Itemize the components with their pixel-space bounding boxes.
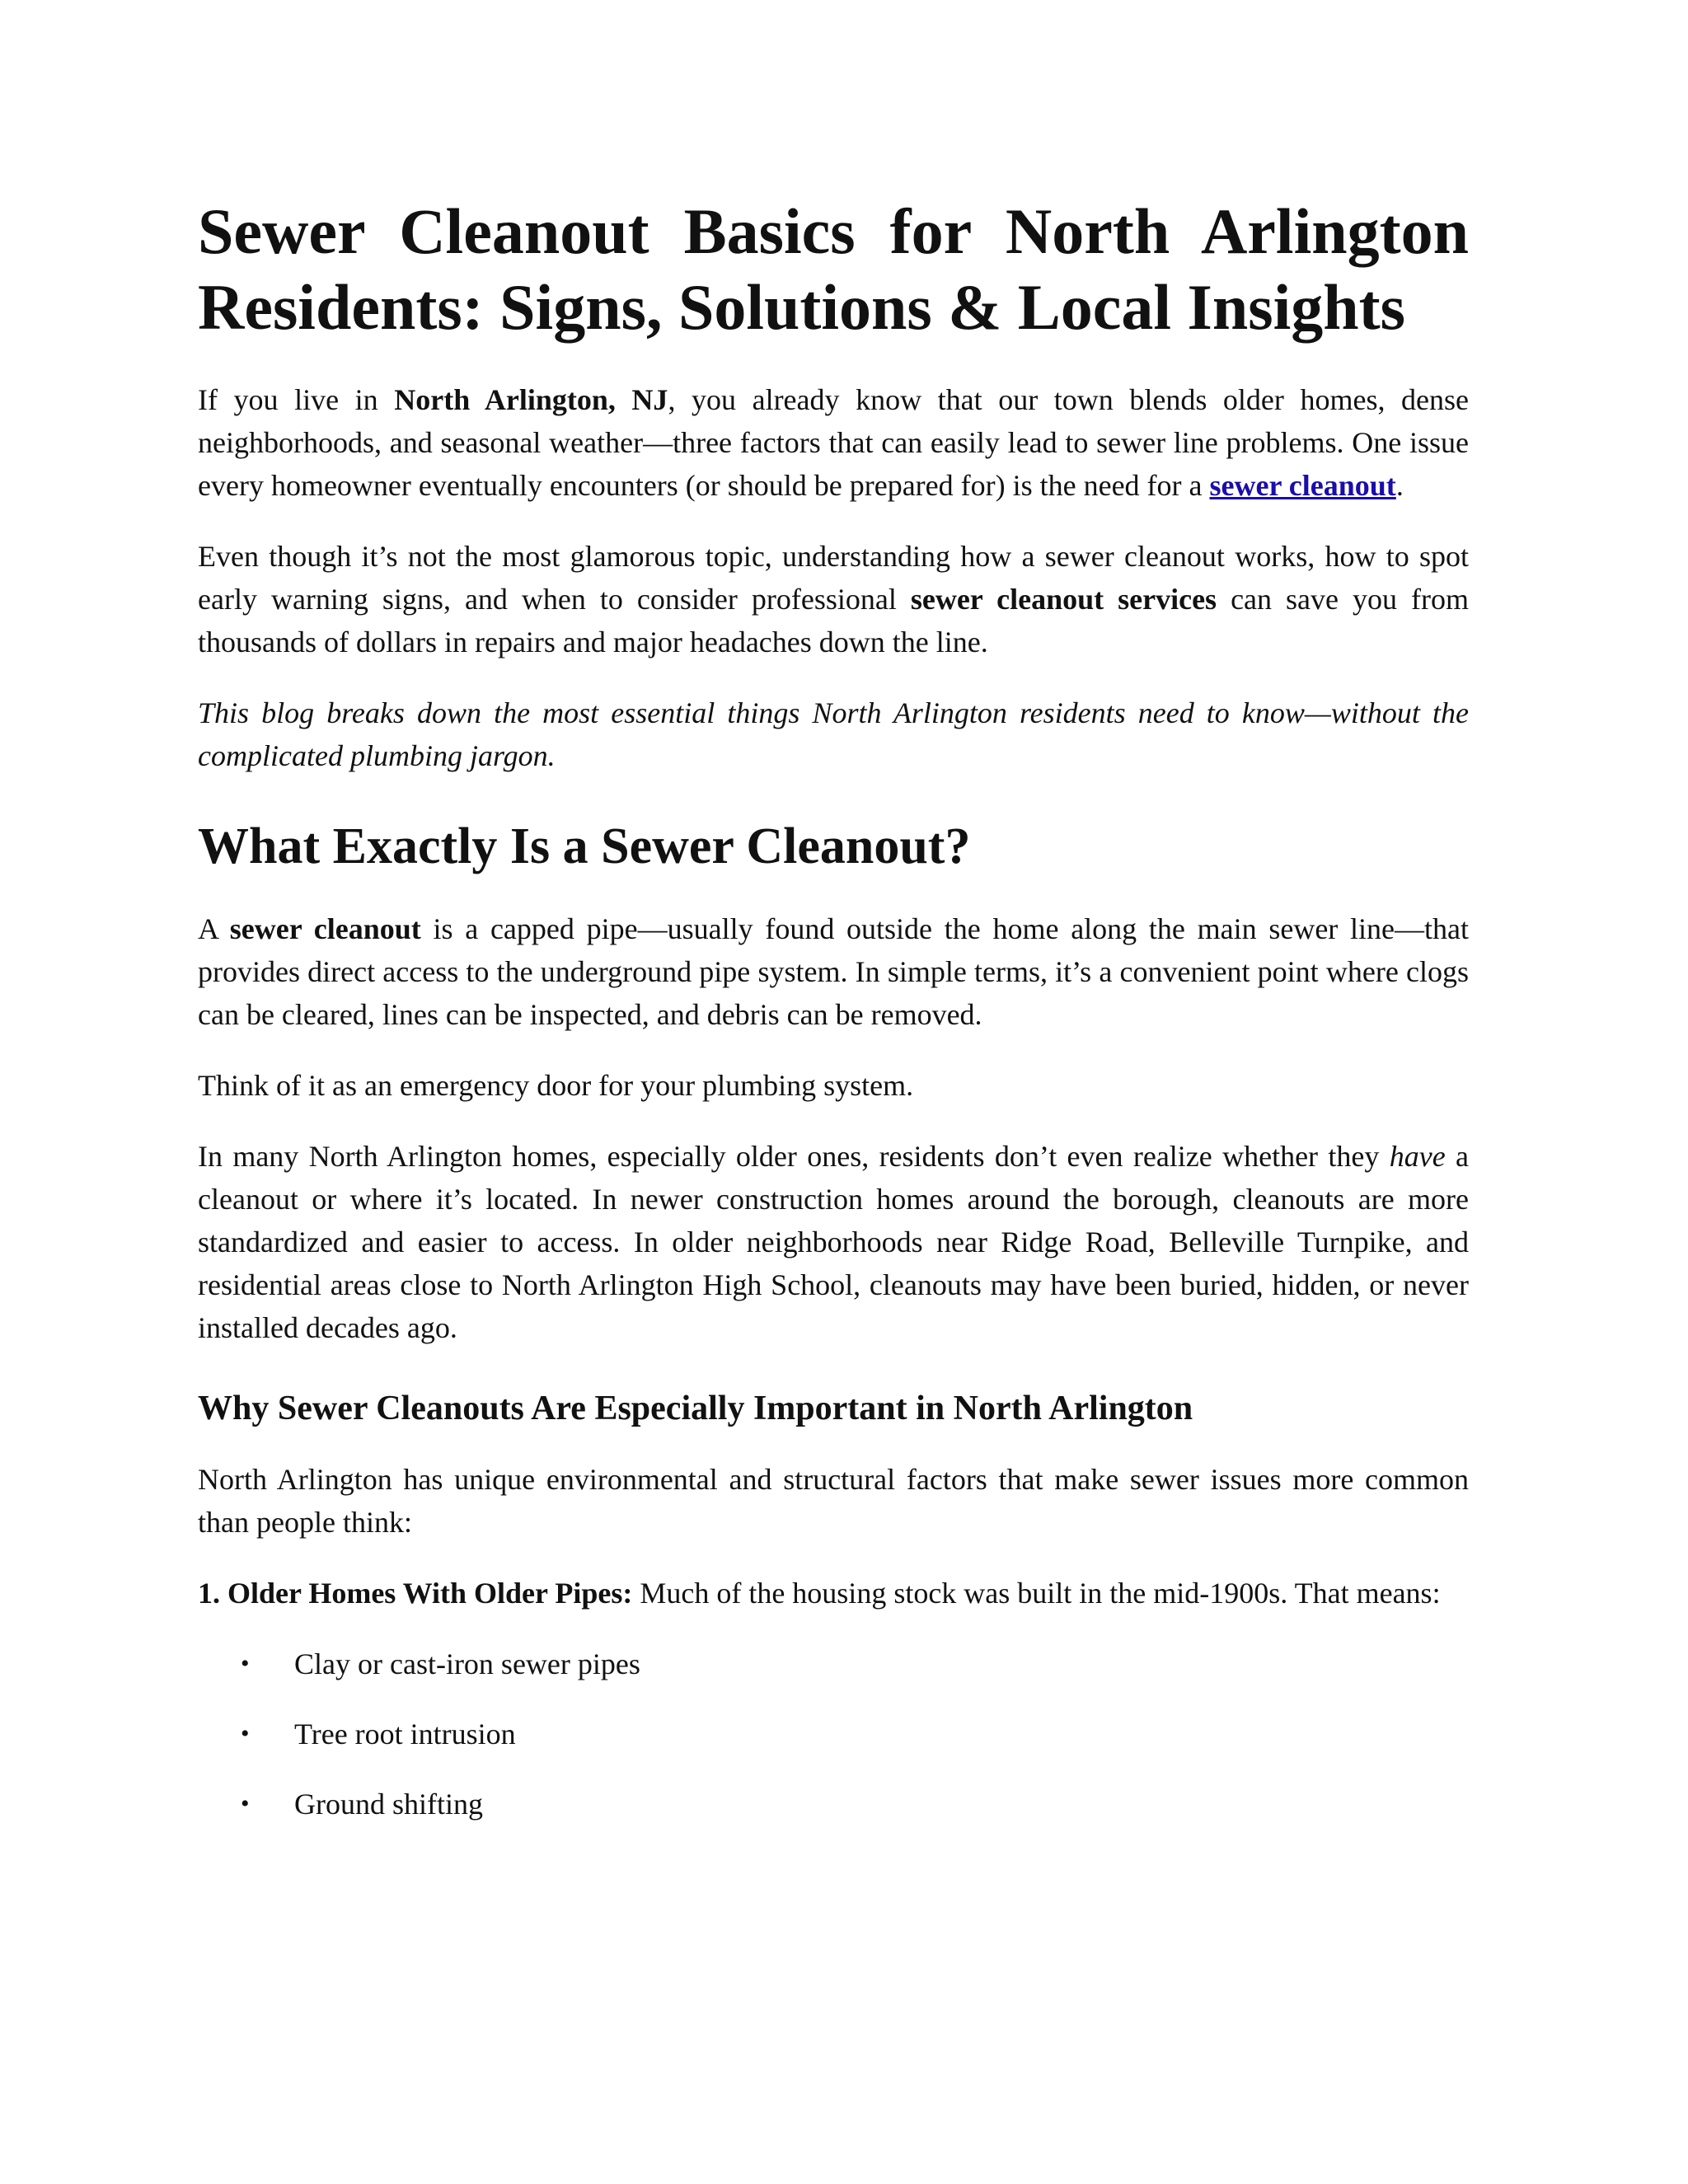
section1-paragraph-3 — [198, 1135, 1469, 1349]
intro-p1-end: . — [1395, 469, 1404, 502]
intro-p1-text-continued: , you already know that our town blends older homes, dense neighborhoods, and seasonal weather—three factors that can easily lead to sewer line problems. One issue every homeowner eventually encounters (or should be prepared for) is the need for a — [198, 383, 1469, 502]
intro-p2-text-continued: can save you from thousands of dollars in repairs and major headaches down the line. — [198, 583, 1469, 658]
section1-p1-text-continued: is a capped pipe—usually found outside the home along the main sewer line—that provides direct access to the underground pipe system. In simple terms, it’s a convenient point where clogs can be cleared, lines can be inspected, and debris can be removed. — [198, 912, 1469, 1031]
section1-p1-bold: sewer cleanout — [229, 912, 421, 945]
list-item-text: Tree root intrusion — [294, 1718, 516, 1750]
list-item-text: Ground shifting — [294, 1788, 483, 1821]
page-title — [198, 194, 1469, 345]
section2-paragraph-1: North Arlington has unique environmental and structural factors that make sewer issues more common than people think: — [198, 1463, 1469, 1539]
title-line-2: Residents: Signs, Solutions & Local Insights — [198, 271, 1406, 343]
list-item — [198, 1643, 1469, 1685]
sewer-cleanout-link[interactable]: sewer cleanout — [1209, 469, 1396, 502]
intro-paragraph-3: This blog breaks down the most essential things North Arlington residents need to know—without the complicated plumbing jargon. — [198, 696, 1469, 772]
title-line-1: Sewer Cleanout Basics for North Arlington — [198, 195, 1469, 267]
intro-p2-text: Even though it’s not the most glamorous topic, understanding how a sewer cleanout works, how to spot early warning signs, and when to consider professional — [198, 540, 1469, 616]
bullet-icon: • — [241, 1650, 250, 1677]
section2-point-1-label: 1. Older Homes With Older Pipes: — [198, 1577, 633, 1610]
section1-p3-text: In many North Arlington homes, especially older ones, residents don’t even realize whether they — [198, 1140, 1390, 1173]
section1-p3-text-continued: a cleanout or where it’s located. In newer construction homes around the borough, cleanouts are more standardized and easier to access. In older neighborhoods near Ridge Road, Belleville Turnpike, and residential areas close to North Arlington High School, cleanouts may have been buried, hidden, or never installed decades ago. — [198, 1140, 1470, 1344]
bullet-list — [198, 1643, 1469, 1825]
list-item-text: Clay or cast-iron sewer pipes — [294, 1647, 640, 1680]
section1-p3-italic: have — [1389, 1140, 1446, 1173]
bullet-icon: • — [241, 1790, 250, 1817]
list-item — [198, 1783, 1469, 1825]
intro-p1-location: North Arlington, NJ — [394, 383, 668, 416]
section-heading-why-important: Why Sewer Cleanouts Are Especially Important in North Arlington — [198, 1390, 1193, 1427]
section2-point-1-text: Much of the housing stock was built in the mid-1900s. That means: — [632, 1577, 1441, 1610]
bullet-icon: • — [241, 1720, 250, 1747]
document-page — [198, 194, 1469, 1853]
list-item — [198, 1713, 1469, 1755]
intro-p2-bold: sewer cleanout services — [910, 583, 1217, 616]
intro-paragraph-1 — [198, 378, 1469, 507]
section1-paragraph-1 — [198, 907, 1469, 1036]
intro-p1-text: If you live in — [198, 383, 395, 416]
section1-p1-text: A — [198, 912, 230, 945]
section1-paragraph-2: Think of it as an emergency door for your plumbing system. — [198, 1069, 914, 1102]
intro-paragraph-2 — [198, 535, 1469, 663]
section2-point-1 — [198, 1572, 1469, 1615]
section-heading-what-is: What Exactly Is a Sewer Cleanout? — [198, 818, 971, 874]
